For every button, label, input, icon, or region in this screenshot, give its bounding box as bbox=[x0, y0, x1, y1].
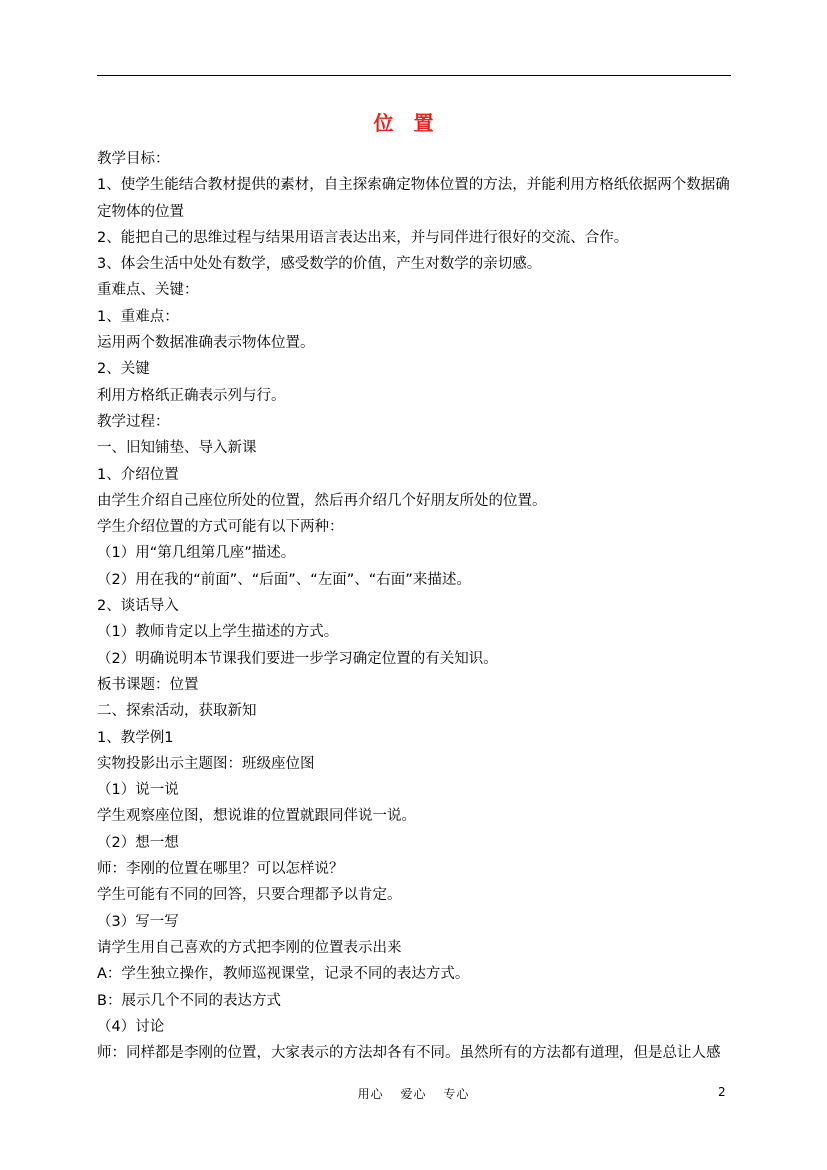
text-line: （1）说一说 bbox=[97, 782, 179, 799]
text-line: 学生可能有不同的回答，只要合理都予以肯定。 bbox=[97, 887, 402, 904]
text-line: 请学生用自己喜欢的方式把李刚的位置表示出来 bbox=[97, 939, 402, 956]
text-line: 学生介绍位置的方式可能有以下两种： bbox=[97, 519, 344, 536]
text-line: 学生观察座位图，想说谁的位置就跟同伴说一说。 bbox=[97, 808, 416, 825]
text-line: 1、重难点： bbox=[97, 308, 179, 325]
footer-item: 爱心 bbox=[400, 1087, 427, 1101]
text-line: 师：李刚的位置在哪里？可以怎样说？ bbox=[97, 861, 344, 878]
text-line: 实物投影出示主题图：班级座位图 bbox=[97, 755, 315, 772]
text-line: 由学生介绍自己座位所处的位置，然后再介绍几个好朋友所处的位置。 bbox=[97, 492, 547, 509]
text-line: 板书课题：位置 bbox=[97, 676, 199, 693]
text-line: 3、体会生活中处处有数学，感受数学的价值，产生对数学的亲切感。 bbox=[97, 256, 542, 273]
text-line: 定物体的位置 bbox=[97, 203, 184, 220]
footer-item: 用心 bbox=[357, 1087, 384, 1101]
text-line: A：学生独立操作，教师巡视课堂，记录不同的表达方式。 bbox=[97, 966, 470, 983]
text-line: 2、谈话导入 bbox=[97, 598, 179, 615]
text-line: 2、能把自己的思维过程与结果用语言表达出来，并与同伴进行很好的交流、合作。 bbox=[97, 229, 629, 246]
document-body bbox=[97, 146, 731, 1066]
text-line: 1、教学例1 bbox=[97, 729, 174, 746]
text-line: （1）教师肯定以上学生描述的方式。 bbox=[97, 624, 339, 641]
text-line: （2）用在我的“前面”、“后面”、“左面”、“右面”来描述。 bbox=[97, 571, 471, 588]
text-line: B：展示几个不同的表达方式 bbox=[97, 992, 281, 1009]
text-line: 一、旧知铺垫、导入新课 bbox=[97, 440, 257, 457]
page-number: 2 bbox=[718, 1085, 726, 1099]
footer-item: 专心 bbox=[443, 1087, 470, 1101]
text-line: （2）想一想 bbox=[97, 834, 179, 851]
text-line: 1、介绍位置 bbox=[97, 466, 179, 483]
text-line: 二、探索活动，获取新知 bbox=[97, 703, 257, 720]
text-line: 教学过程： bbox=[97, 413, 170, 430]
page-footer bbox=[0, 1085, 827, 1102]
text-line: 运用两个数据准确表示物体位置。 bbox=[97, 335, 315, 352]
text-line: 1、使学生能结合教材提供的素材，自主探索确定物体位置的方法，并能利用方格纸依据两个数据确 bbox=[97, 177, 730, 194]
text-line: 利用方格纸正确表示列与行。 bbox=[97, 387, 286, 404]
text-line: 重难点、关键： bbox=[97, 282, 199, 299]
text-line: 2、关键 bbox=[97, 361, 150, 378]
text-line: （2）明确说明本节课我们要进一步学习确定位置的有关知识。 bbox=[97, 650, 498, 667]
text-line: 教学目标： bbox=[97, 151, 170, 167]
text-line: （1）用“第几组第几座”描述。 bbox=[97, 545, 296, 562]
text-line: 师：同样都是李刚的位置，大家表示的方法却各有不同。虽然所有的方法都有道理，但是总让人感 bbox=[97, 1045, 721, 1062]
text-line: （4）讨论 bbox=[97, 1018, 165, 1035]
header-rule bbox=[97, 75, 731, 76]
text-line: （3）写一写 bbox=[97, 913, 179, 930]
page-title: 位置 bbox=[373, 111, 454, 135]
